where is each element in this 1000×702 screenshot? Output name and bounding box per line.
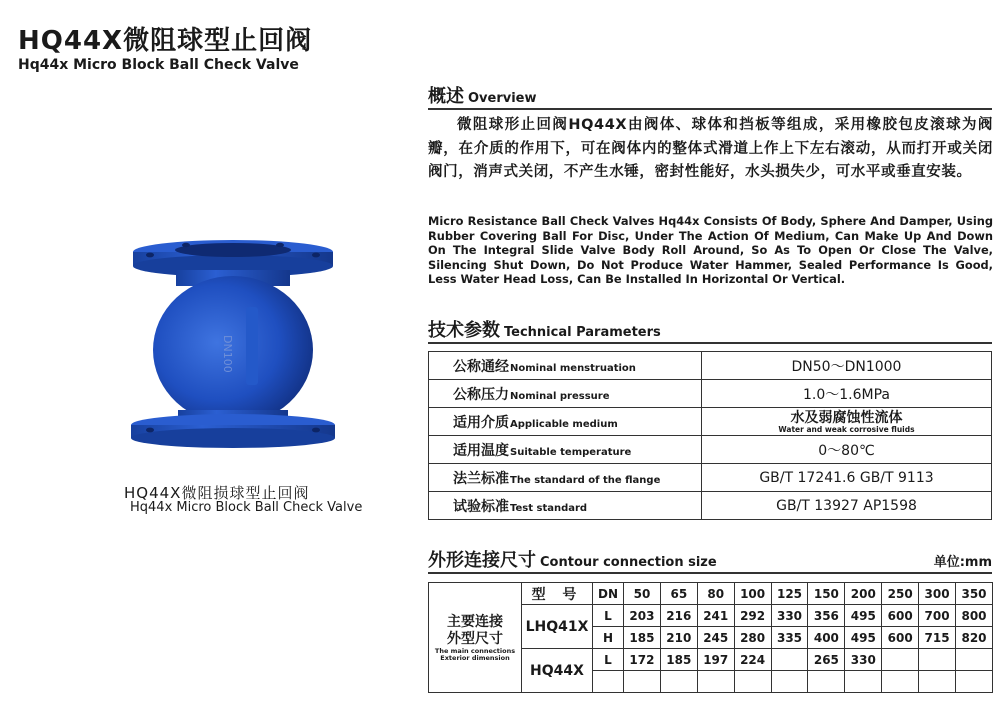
product-caption-en: Hq44x Micro Block Ball Check Valve	[130, 500, 363, 515]
dn-cell: 350	[956, 583, 993, 605]
dim-cell: 330	[771, 605, 808, 627]
dim-cell	[956, 671, 993, 693]
dim-cell	[956, 649, 993, 671]
dim-cell: 495	[845, 605, 882, 627]
dim-cell: 700	[919, 605, 956, 627]
tech-heading-en: Technical Parameters	[504, 325, 661, 340]
dim-cell: 335	[771, 627, 808, 649]
dim-cell	[919, 649, 956, 671]
dim-cell: 265	[808, 649, 845, 671]
dim-cell: 495	[845, 627, 882, 649]
dim-cell: 600	[882, 627, 919, 649]
tech-heading	[428, 316, 992, 344]
dim-label: H	[593, 627, 624, 649]
dim-cell: 185	[624, 627, 661, 649]
param-name: 公称压力Nominal pressure	[429, 380, 702, 408]
dn-header: DN	[593, 583, 624, 605]
overview-text-cn: 微阻球形止回阀HQ44X由阀体、球体和挡板等组成，采用橡胶包皮滚球为阀瓣，在介质的作用下，可在阀体内的整体式滑道上作上下左右滚动，从而打开或关闭阀门，消声式关闭，不产生水锤，密封性能好，水头损失少，可水平或垂直安装。	[428, 117, 993, 180]
type-header: 型 号	[522, 583, 593, 605]
dim-cell	[660, 671, 697, 693]
dim-cell	[845, 671, 882, 693]
dn-cell: 65	[660, 583, 697, 605]
dim-cell	[808, 671, 845, 693]
tech-heading-cn: 技术参数	[428, 320, 500, 341]
dim-cell	[882, 671, 919, 693]
dn-cell: 125	[771, 583, 808, 605]
dim-label	[593, 671, 624, 693]
contour-size-table	[428, 582, 993, 693]
dim-cell: 210	[660, 627, 697, 649]
dn-cell: 50	[624, 583, 661, 605]
dim-cell: 224	[734, 649, 771, 671]
dim-label: L	[593, 605, 624, 627]
table-row	[429, 436, 992, 464]
param-value: DN50～DN1000	[702, 352, 992, 380]
dim-cell	[771, 649, 808, 671]
dim-cell: 280	[734, 627, 771, 649]
table-row	[429, 464, 992, 492]
tech-parameters-table	[428, 351, 992, 520]
side-label: 主要连接 外型尺寸 The main connections Exterior dimension	[429, 583, 522, 693]
dim-cell: 356	[808, 605, 845, 627]
dim-cell: 292	[734, 605, 771, 627]
table-row	[429, 352, 992, 380]
table-row	[429, 380, 992, 408]
valve-body-marking: DN100	[221, 335, 234, 373]
contour-heading-en: Contour connection size	[540, 555, 717, 570]
dim-cell: 172	[624, 649, 661, 671]
dim-cell: 197	[697, 649, 734, 671]
param-value: 水及弱腐蚀性流体 Water and weak corrosive fluids	[702, 408, 992, 436]
table-row	[429, 408, 992, 436]
contour-heading-cn: 外形连接尺寸	[428, 550, 536, 571]
dim-cell	[771, 671, 808, 693]
param-name: 公称通经Nominal menstruation	[429, 352, 702, 380]
table-row	[429, 492, 992, 520]
dn-cell: 300	[919, 583, 956, 605]
dim-cell: 241	[697, 605, 734, 627]
dim-cell: 600	[882, 605, 919, 627]
param-value: 0～80℃	[702, 436, 992, 464]
param-name: 适用温度Suitable temperature	[429, 436, 702, 464]
unit-label: 单位:mm	[933, 555, 992, 570]
param-value: 1.0～1.6MPa	[702, 380, 992, 408]
dim-cell: 400	[808, 627, 845, 649]
dim-cell: 245	[697, 627, 734, 649]
contour-heading	[428, 546, 992, 574]
dn-cell: 150	[808, 583, 845, 605]
param-value: GB/T 13927 AP1598	[702, 492, 992, 520]
model-name: LHQ41X	[522, 605, 593, 649]
dim-cell	[734, 671, 771, 693]
table-row	[429, 583, 993, 605]
model-name: HQ44X	[522, 649, 593, 693]
dim-cell	[882, 649, 919, 671]
param-name: 适用介质Applicable medium	[429, 408, 702, 436]
page-subtitle: Hq44x Micro Block Ball Check Valve	[18, 57, 299, 73]
dim-label: L	[593, 649, 624, 671]
param-name: 试验标准Test standard	[429, 492, 702, 520]
dim-cell: 203	[624, 605, 661, 627]
dim-cell: 216	[660, 605, 697, 627]
dim-cell: 800	[956, 605, 993, 627]
overview-heading-cn: 概述	[428, 86, 464, 107]
dim-cell	[697, 671, 734, 693]
dim-cell: 330	[845, 649, 882, 671]
overview-heading	[428, 82, 992, 110]
dim-cell: 715	[919, 627, 956, 649]
dn-cell: 80	[697, 583, 734, 605]
dim-cell: 185	[660, 649, 697, 671]
dn-cell: 100	[734, 583, 771, 605]
overview-heading-en: Overview	[468, 91, 537, 106]
dim-cell: 820	[956, 627, 993, 649]
param-value: GB/T 17241.6 GB/T 9113	[702, 464, 992, 492]
dn-cell: 200	[845, 583, 882, 605]
dim-cell	[624, 671, 661, 693]
dn-cell: 250	[882, 583, 919, 605]
dim-cell	[919, 671, 956, 693]
overview-text-en: Micro Resistance Ball Check Valves Hq44x Consists Of Body, Sphere And Damper, Using Rubber Covering Ball For Disc, Under The Action Of Medium, Can Make Up And Down On The Integral Slide Valve Body Roll Around, So As To Open Or Close The Valve, Silencing Shut Down, Do Not Produce Water Hammer, Sealed Performance Is Good, Less Water Head Loss, Can Be Installed In Horizontal Or Vertical.	[428, 214, 993, 287]
page-title: HQ44X微阻球型止回阀	[18, 26, 313, 56]
param-name: 法兰标准The standard of the flange	[429, 464, 702, 492]
product-caption-cn: HQ44X微阻损球型止回阀	[124, 484, 310, 502]
valve-image	[128, 235, 338, 450]
